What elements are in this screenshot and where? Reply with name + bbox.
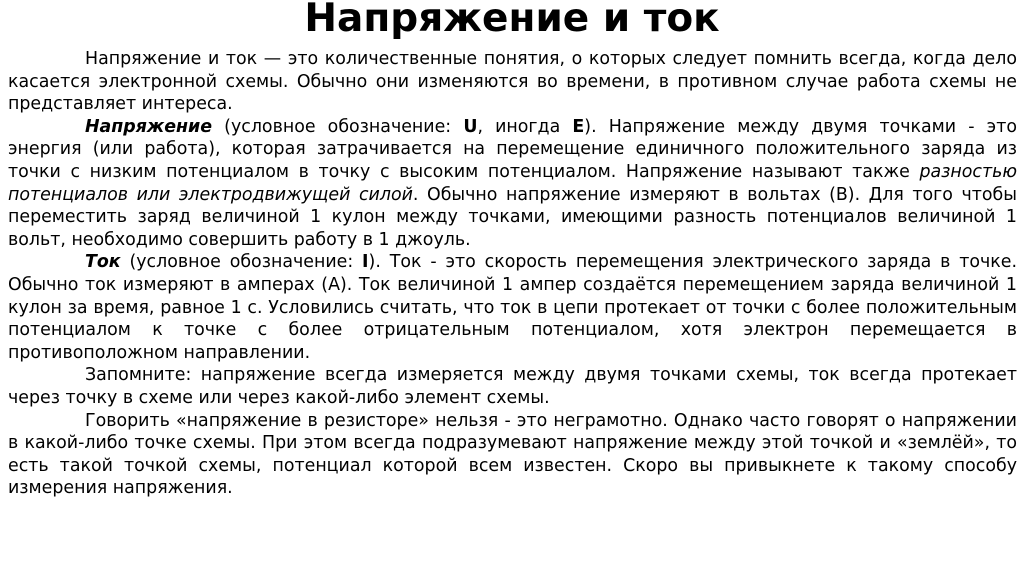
slide-body	[8, 48, 1017, 500]
paragraph-remember-text: Запомните: напряжение всегда измеряется между двумя точками схемы, ток всегда протекает через точку в схеме или через какой-либо элемент схемы.	[8, 365, 1017, 408]
paragraph-intro-text: Напряжение и ток — это количественные понятия, о которых следует помнить всегда, когда дело касается электронной схемы. Обычно они изменяются во времени, в противном случае работа схемы не представляет интереса.	[8, 49, 1017, 115]
paragraph-ground-text: Говорить «напряжение в резисторе» нельзя - это неграмотно. Однако часто говорят о напряжении в какой-либо точке схемы. При этом всегда подразумевают напряжение между этой точкой и «землёй», то есть такой точкой схемы, потенциал которой всем известен. Скоро вы привыкнете к такому способу измерения напряжения.	[8, 410, 1017, 499]
page-title: Напряжение и ток	[304, 0, 720, 41]
voltage-synonyms: разностью потенциалов или электродвижущей силой	[8, 161, 1017, 205]
paragraph-intro	[8, 48, 1017, 116]
paragraph-remember	[8, 364, 1017, 409]
paragraph-ground	[8, 410, 1017, 500]
symbol-i: I	[362, 252, 369, 273]
term-voltage: Напряжение	[85, 116, 213, 137]
current-text-1: (условное обозначение:	[120, 252, 363, 273]
current-text-2: ). Ток - это скорость перемещения электрического заряда в точке. Обычно ток измеряют в амперах (А). Ток величиной 1 ампер создаётся перемещением заряда величиной 1 кулон за время, равное 1 с. Условились считать, что ток в цепи протекает от точки с более положительным потенциалом к точке с более отрицательным потенциалом, хотя электрон перемещается в противоположном направлении.	[8, 252, 1017, 363]
voltage-text-2: , иногда	[477, 116, 573, 137]
symbol-e: E	[572, 116, 585, 137]
voltage-text-1: (условное обозначение:	[212, 116, 464, 137]
term-current: Ток	[85, 252, 121, 273]
voltage-text-3: ). Напряжение между двумя точками - это энергия (или работа), которая затрачивается на перемещение единичного положительного заряда из точки с низким потенциалом в точку с высоким потенциалом. Напряжение называют также	[8, 116, 1017, 182]
paragraph-current	[8, 251, 1017, 364]
symbol-u: U	[463, 116, 478, 137]
paragraph-voltage	[8, 116, 1017, 252]
voltage-text-4: . Обычно напряжение измеряют в вольтах (В). Для того чтобы переместить заряд величиной 1 кулон между точками, имеющими разность потенциалов величиной 1 вольт, необходимо совершить работу в 1 джоуль.	[8, 184, 1017, 250]
